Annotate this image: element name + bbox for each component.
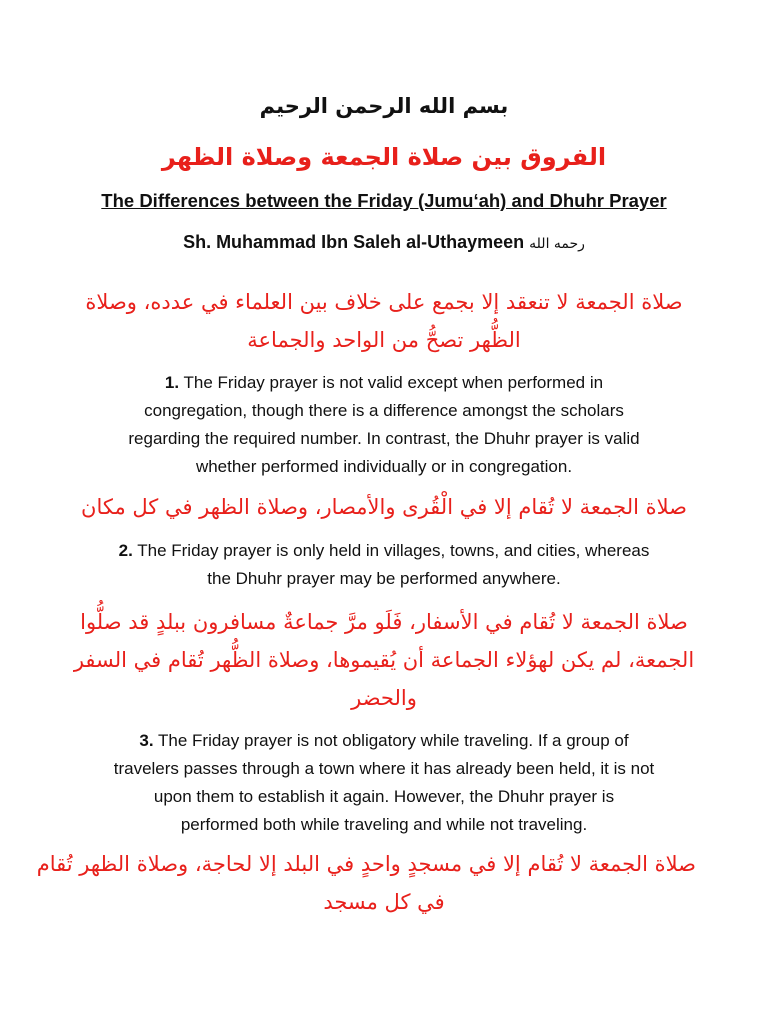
arabic-point-3-line-1: صلاة الجمعة لا تُقام في الأسفار، فَلَو مرَّ جماعةٌ مسافرون ببلدٍ قد صلُّوا: [80, 610, 688, 634]
author-line: [0, 232, 768, 253]
english-point-3-line-4: performed both while traveling and while not traveling.: [180, 815, 588, 834]
english-point-1-line-3: regarding the required number. In contrast, the Dhuhr prayer is valid: [128, 429, 640, 448]
point-number-1: 1.: [164, 373, 180, 392]
arabic-point-4-line-2: في كل مسجد: [323, 890, 445, 914]
english-point-1-line-1: 1. The Friday prayer is not valid except when performed in: [164, 373, 604, 392]
english-point-3-line-2: travelers passes through a town where it has already been held, it is not: [113, 759, 655, 778]
arabic-point-2-line-1: صلاة الجمعة لا تُقام إلا في الْقُرى والأمصار، وصلاة الظهر في كل مكان: [81, 495, 687, 519]
arabic-title: الفروق بين صلاة الجمعة وصلاة الظهر: [161, 143, 607, 171]
english-point-3-line-1: 3. The Friday prayer is not obligatory while traveling. If a group of: [139, 731, 629, 750]
point-number-3: 3.: [139, 731, 154, 750]
arabic-point-1-line-2: الظُّهر تصحُّ من الواحد والجماعة: [247, 328, 521, 352]
english-point-2-line-2: the Dhuhr prayer may be performed anywhere.: [207, 569, 561, 588]
english-point-1-line-4: whether performed individually or in congregation.: [195, 457, 573, 476]
english-point-1: [72, 369, 696, 481]
arabic-point-3-line-2: الجمعة، لم يكن لهؤلاء الجماعة أن يُقيموها، وصلاة الظُّهر تُقام في السفر: [73, 648, 695, 672]
author-name: Sh. Muhammad Ibn Saleh al-Uthaymeen: [183, 232, 525, 252]
english-point-3: [72, 727, 696, 839]
english-title: The Differences between the Friday (Jumu‘ah) and Dhuhr Prayer: [101, 190, 667, 211]
arabic-point-4: [36, 845, 696, 921]
arabic-point-3: [72, 603, 696, 717]
author-honorific: رحمه الله: [529, 236, 585, 252]
arabic-point-3-line-3: والحضر: [351, 686, 417, 710]
arabic-point-4-line-1: صلاة الجمعة لا تُقام إلا في مسجدٍ واحدٍ في البلد إلا لحاجة، وصلاة الظهر تُقام: [36, 852, 696, 876]
arabic-point-1-line-1: صلاة الجمعة لا تنعقد إلا بجمع على خلاف بين العلماء في عدده، وصلاة: [85, 290, 683, 314]
point-number-2: 2.: [118, 541, 133, 560]
arabic-point-2: [72, 488, 696, 526]
arabic-point-1: [72, 283, 696, 359]
english-point-2-line-1: 2. The Friday prayer is only held in villages, towns, and cities, whereas: [118, 541, 650, 560]
english-point-3-line-3: upon them to establish it again. However, the Dhuhr prayer is: [153, 787, 615, 806]
basmala: بسم الله الرحمن الرحيم: [259, 94, 509, 118]
english-point-1-line-2: congregation, though there is a difference amongst the scholars: [144, 401, 624, 420]
english-point-2: [72, 537, 696, 593]
